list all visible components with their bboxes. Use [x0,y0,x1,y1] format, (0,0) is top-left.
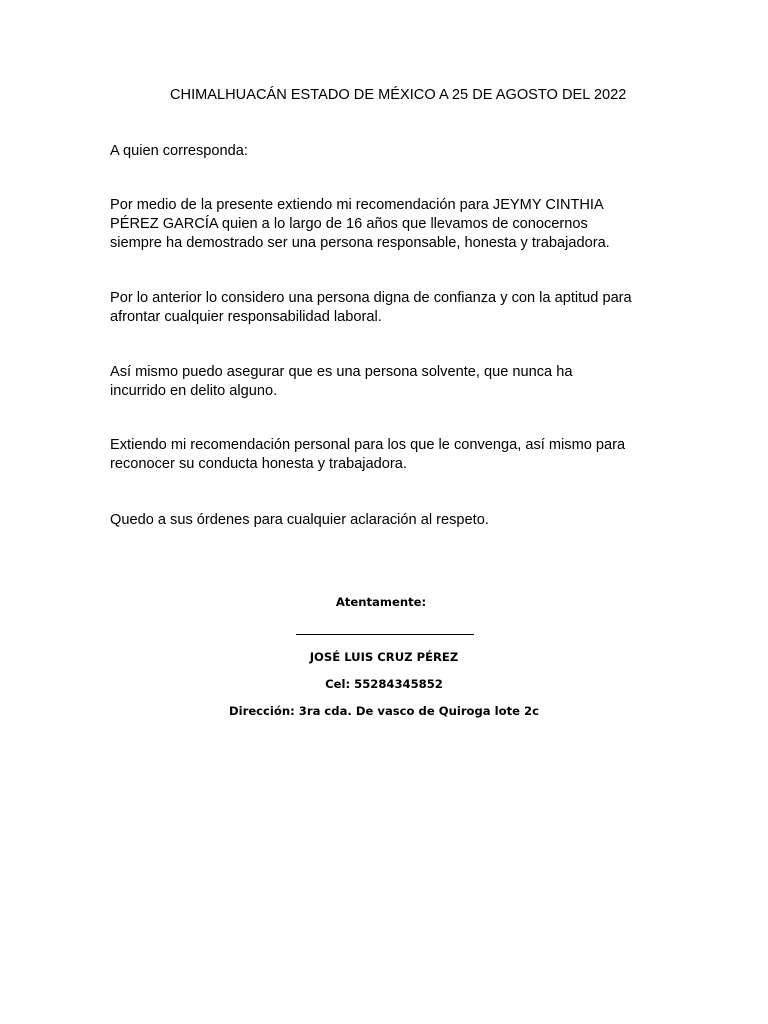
signer-address: Dirección: 3ra cda. De vasco de Quiroga lote 2c [229,704,539,718]
closing: Atentamente: [335,595,427,609]
body-paragraph: Por medio de la presente extiendo mi recomendación para JEYMY CINTHIA PÉREZ GARCÍA quien a lo largo de 16 años que llevamos de conocernos siempre ha demostrado ser una persona responsable, honesta y trabajadora. [110,197,610,251]
signer-phone: Cel: 55284345852 [325,677,443,691]
body-paragraph: Extiendo mi recomendación personal para los que le convenga, así mismo para reconocer su conducta honesta y trabajadora. [110,437,626,472]
date-line: CHIMALHUACÁN ESTADO DE MÉXICO A 25 DE AGOSTO DEL 2022 [170,87,627,103]
body-paragraph: Así mismo puedo asegurar que es una persona solvente, que nunca ha incurrido en delito alguno. [110,364,573,399]
greeting: A quien corresponda: [110,143,248,159]
signature-line [296,634,474,635]
body-paragraph: Por lo anterior lo considero una persona digna de confianza y con la aptitud para afrontar cualquier responsabilidad laboral. [110,290,632,325]
body-paragraph: Quedo a sus órdenes para cualquier aclaración al respeto. [110,512,489,528]
signer-name: JOSÉ LUIS CRUZ PÉREZ [309,650,459,664]
